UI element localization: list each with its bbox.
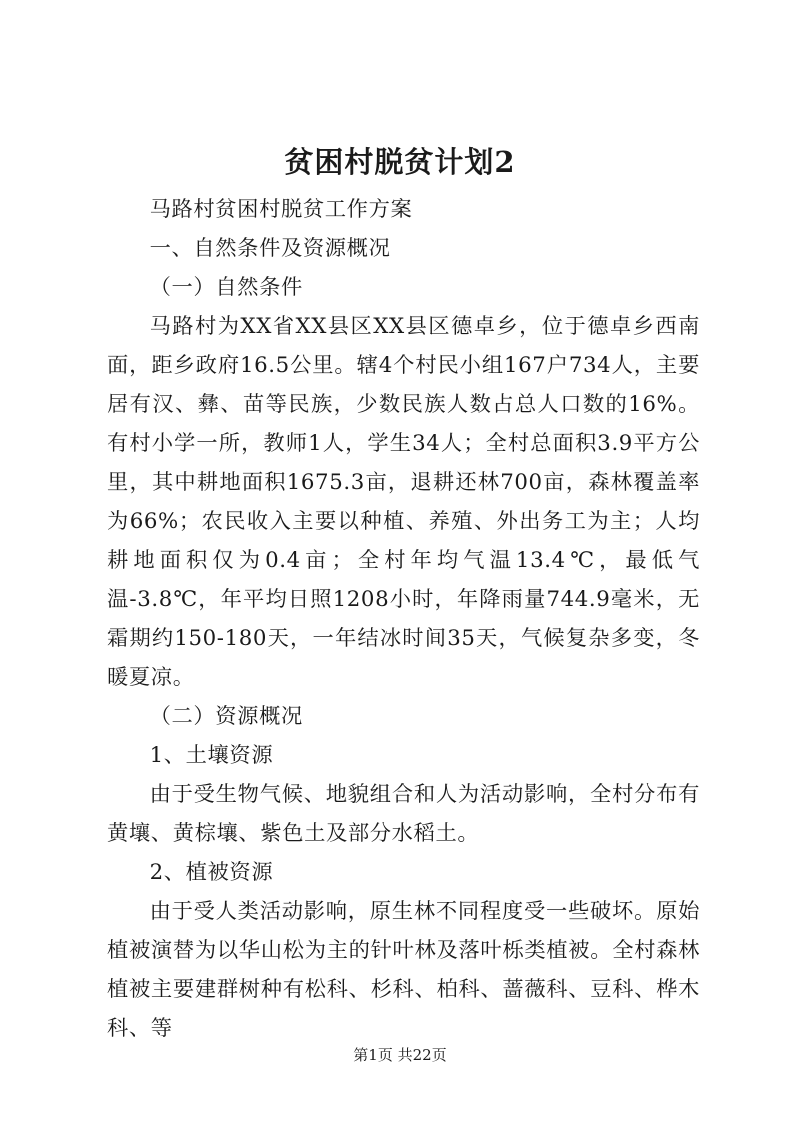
page-number: 第1页 共22页 bbox=[353, 1046, 447, 1064]
heading-natural-conditions: （一）自然条件 bbox=[149, 275, 303, 300]
heading-soil-resources: 1、土壤资源 bbox=[149, 743, 274, 768]
paragraph-plan-name: 马路村贫困村脱贫工作方案 bbox=[149, 197, 413, 222]
heading-vegetation-resources: 2、植被资源 bbox=[149, 860, 274, 885]
paragraph-natural-conditions: 马路村为XX省XX县区XX县区德卓乡，位于德卓乡西南面，距乡政府16.5公里。辖4个村民小组167户734人，主要居有汉、彝、苗等民族，少数民族人数占总人口数的16%。有村小学一所，教师1人，学生34人；全村总面积3.9平方公里，其中耕地面积1675.3亩，退耕还林700亩，森林覆盖率为66%；农民收入主要以种植、养殖、外出务工为主；人均耕地面积仅为0.4亩；全村年均气温13.4℃，最低气温-3.8℃，年平均日照1208小时，年降雨量744.9毫米，无霜期约150-180天，一年结冰时间35天，气候复杂多变，冬暖夏凉。 bbox=[107, 314, 700, 690]
heading-section-1: 一、自然条件及资源概况 bbox=[149, 236, 391, 261]
paragraph-soil-resources: 由于受生物气候、地貌组合和人为活动影响，全村分布有黄壤、黄棕壤、紫色土及部分水稻土。 bbox=[107, 782, 700, 846]
document-title: 贫困村脱贫计划2 bbox=[284, 145, 516, 179]
document-body bbox=[107, 190, 700, 1048]
paragraph-vegetation-resources: 由于受人类活动影响，原生林不同程度受一些破坏。原始植被演替为以华山松为主的针叶林及落叶栎类植被。全村森林植被主要建群树种有松科、杉科、柏科、蔷薇科、豆科、桦木科、等 bbox=[107, 899, 700, 1041]
heading-resources: （二）资源概况 bbox=[149, 704, 303, 729]
